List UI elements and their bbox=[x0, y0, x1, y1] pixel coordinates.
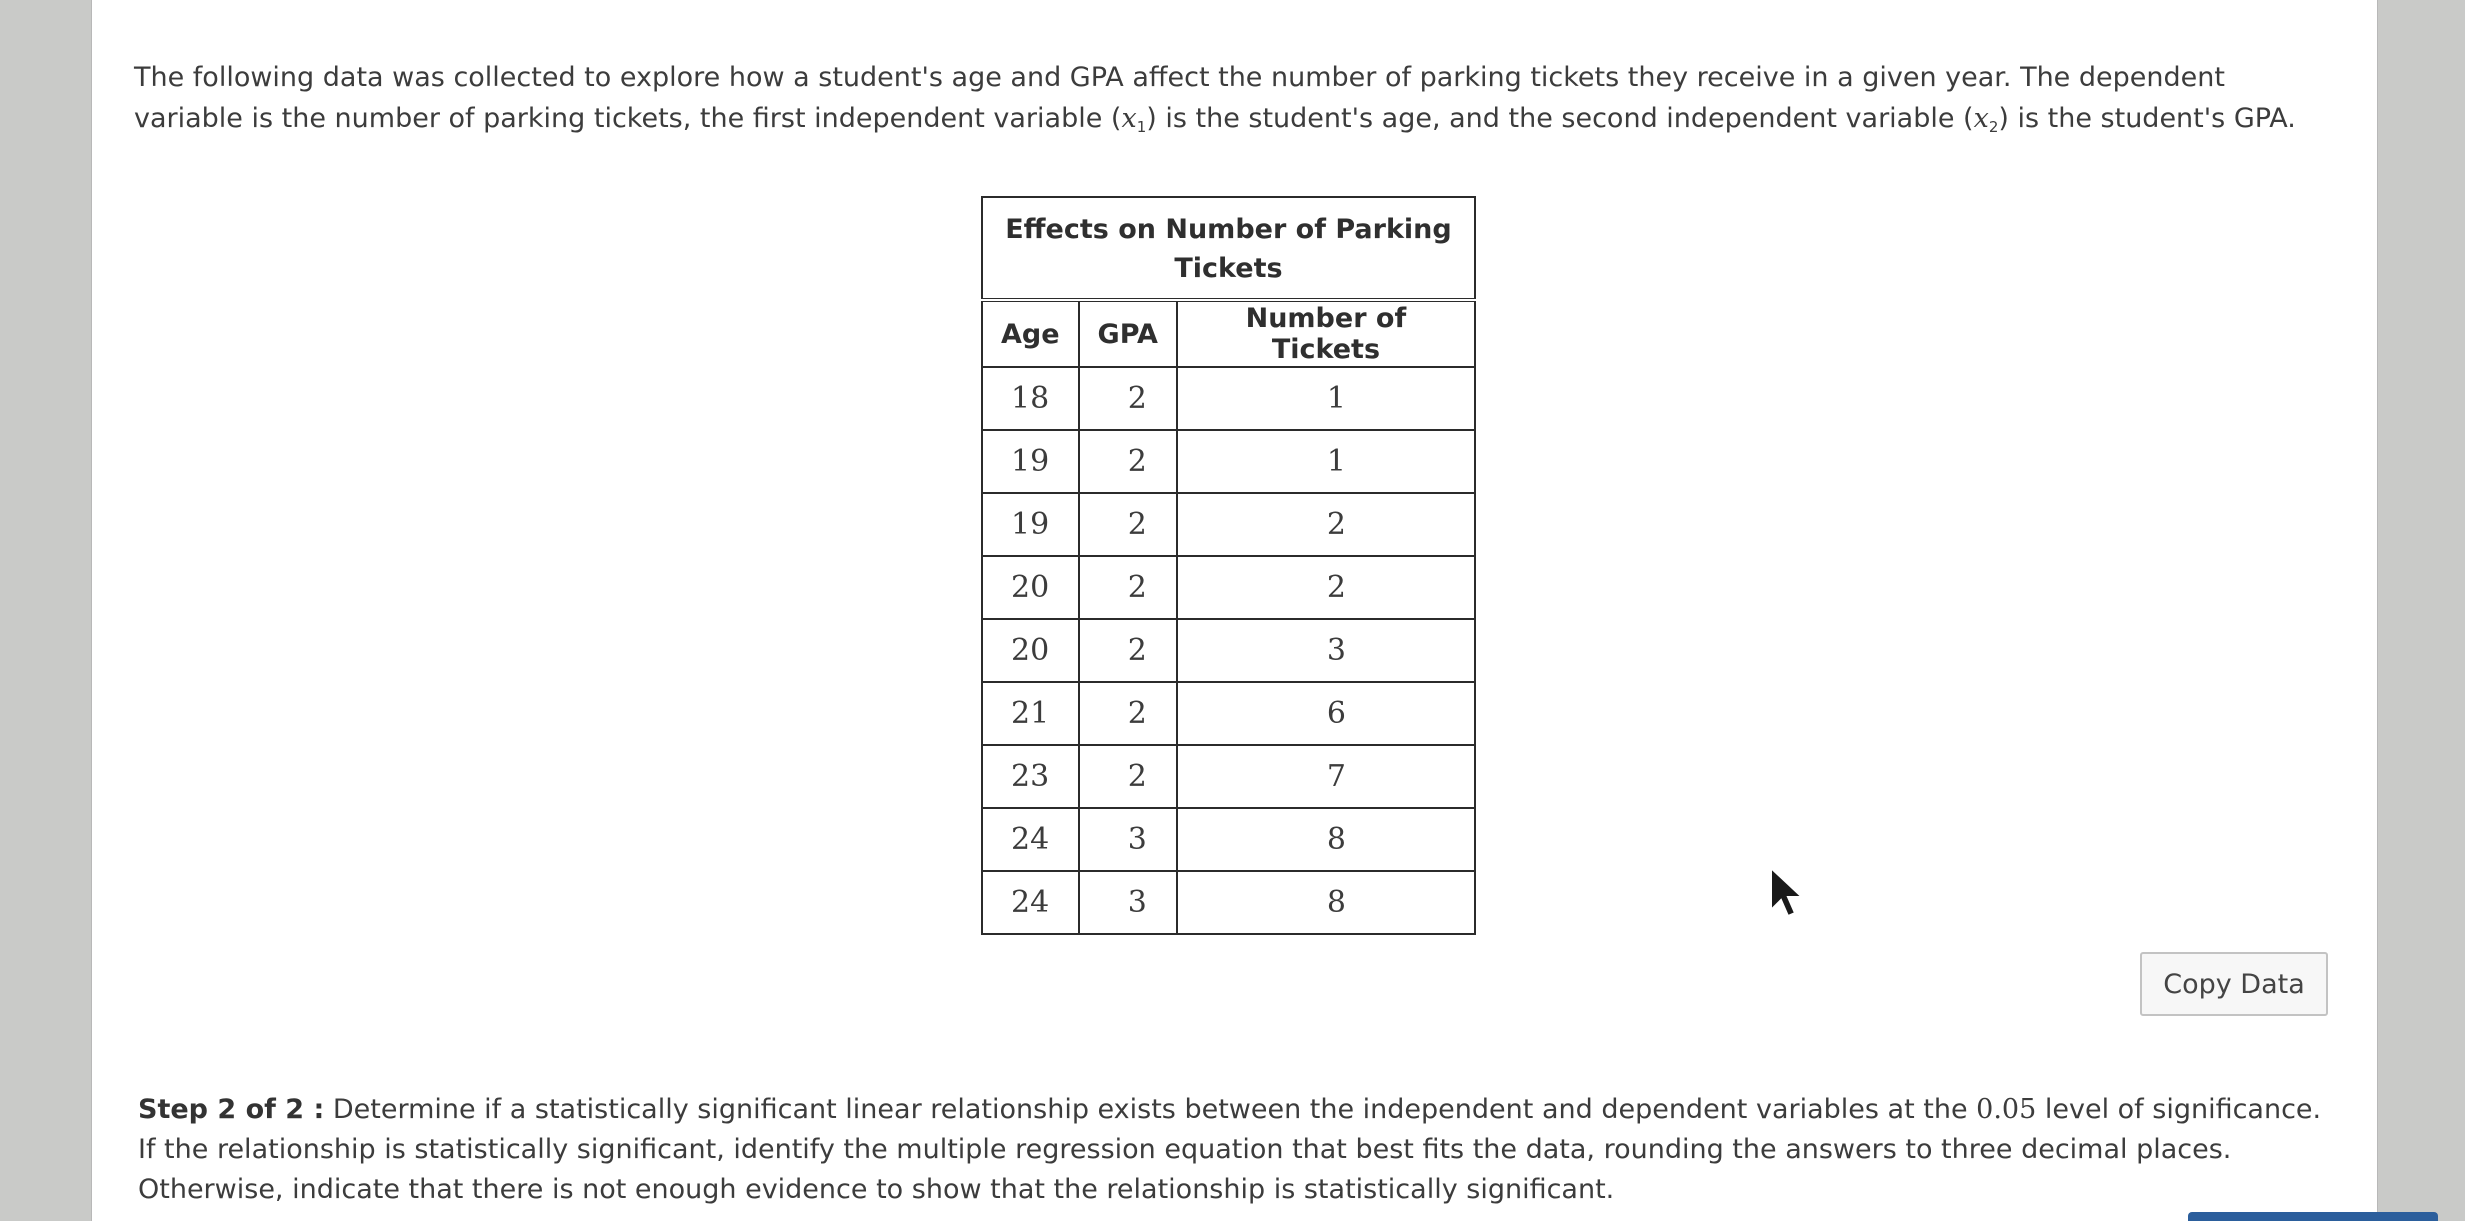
table-row bbox=[982, 619, 1475, 682]
column-header-gpa: GPA bbox=[1079, 300, 1177, 367]
table-row bbox=[982, 430, 1475, 493]
cell-tickets: 2 bbox=[1177, 493, 1475, 556]
table-row bbox=[982, 682, 1475, 745]
next-button-edge[interactable] bbox=[2188, 1212, 2438, 1221]
cell-age: 20 bbox=[982, 556, 1079, 619]
cell-tickets: 7 bbox=[1177, 745, 1475, 808]
mouse-pointer-icon bbox=[1768, 866, 1808, 920]
cell-tickets: 2 bbox=[1177, 556, 1475, 619]
cell-age: 19 bbox=[982, 493, 1079, 556]
cell-gpa: 2 bbox=[1079, 367, 1177, 430]
cell-gpa: 2 bbox=[1079, 493, 1177, 556]
table-caption-line1: Effects on Number of Parking bbox=[1005, 214, 1452, 245]
cell-tickets: 1 bbox=[1177, 430, 1475, 493]
cell-age: 24 bbox=[982, 871, 1079, 934]
cell-gpa: 2 bbox=[1079, 430, 1177, 493]
table-row bbox=[982, 808, 1475, 871]
cell-tickets: 6 bbox=[1177, 682, 1475, 745]
variable-x1: x bbox=[1121, 103, 1137, 134]
cell-gpa: 3 bbox=[1079, 808, 1177, 871]
intro-text-part3: ) is the student's GPA. bbox=[1998, 103, 2296, 134]
cell-age: 23 bbox=[982, 745, 1079, 808]
table-row bbox=[982, 745, 1475, 808]
parking-tickets-table bbox=[981, 196, 1476, 935]
cell-tickets: 1 bbox=[1177, 367, 1475, 430]
step-text-part1: Determine if a statistically significant linear relationship exists between the independent and dependent variables at the bbox=[324, 1094, 1977, 1125]
significance-level: 0.05 bbox=[1976, 1094, 2037, 1125]
cell-age: 20 bbox=[982, 619, 1079, 682]
column-header-age: Age bbox=[982, 300, 1079, 367]
intro-text-part1: The following data was collected to explore how a student's age and GPA affect the number of parking tickets they receive in a given year. The dependent variable is the number of parking tickets, the first independent variable ( bbox=[134, 62, 2225, 134]
cell-tickets: 8 bbox=[1177, 871, 1475, 934]
table-row bbox=[982, 871, 1475, 934]
step-text-part2: level of significance. If the relationship is statistically significant, identify the multiple regression equation that best fits the data, rounding the answers to three decimal places. Otherwise, indicate that there is not enough evidence to show that the relationship is statistically significant. bbox=[138, 1094, 2322, 1205]
cell-gpa: 3 bbox=[1079, 871, 1177, 934]
variable-x1-subscript: 1 bbox=[1136, 118, 1147, 136]
intro-text-part2: ) is the student's age, and the second independent variable ( bbox=[1146, 103, 1974, 134]
copy-data-button[interactable]: Copy Data bbox=[2140, 952, 2328, 1016]
question-panel bbox=[92, 0, 2377, 1221]
column-header-tickets: Number of Tickets bbox=[1177, 300, 1475, 367]
cell-age: 18 bbox=[982, 367, 1079, 430]
table-caption-line2: Tickets bbox=[1174, 253, 1283, 284]
cell-tickets: 3 bbox=[1177, 619, 1475, 682]
problem-statement bbox=[134, 57, 2334, 139]
table-caption bbox=[982, 197, 1475, 300]
cell-tickets: 8 bbox=[1177, 808, 1475, 871]
table-row bbox=[982, 556, 1475, 619]
cell-age: 24 bbox=[982, 808, 1079, 871]
cell-gpa: 2 bbox=[1079, 682, 1177, 745]
cell-age: 19 bbox=[982, 430, 1079, 493]
cell-age: 21 bbox=[982, 682, 1079, 745]
table-row bbox=[982, 493, 1475, 556]
cell-gpa: 2 bbox=[1079, 556, 1177, 619]
cell-gpa: 2 bbox=[1079, 745, 1177, 808]
step-instructions bbox=[138, 1090, 2338, 1210]
table-row bbox=[982, 367, 1475, 430]
variable-x2: x bbox=[1973, 103, 1989, 134]
cell-gpa: 2 bbox=[1079, 619, 1177, 682]
step-label: Step 2 of 2 : bbox=[138, 1094, 325, 1125]
variable-x2-subscript: 2 bbox=[1988, 118, 1999, 136]
